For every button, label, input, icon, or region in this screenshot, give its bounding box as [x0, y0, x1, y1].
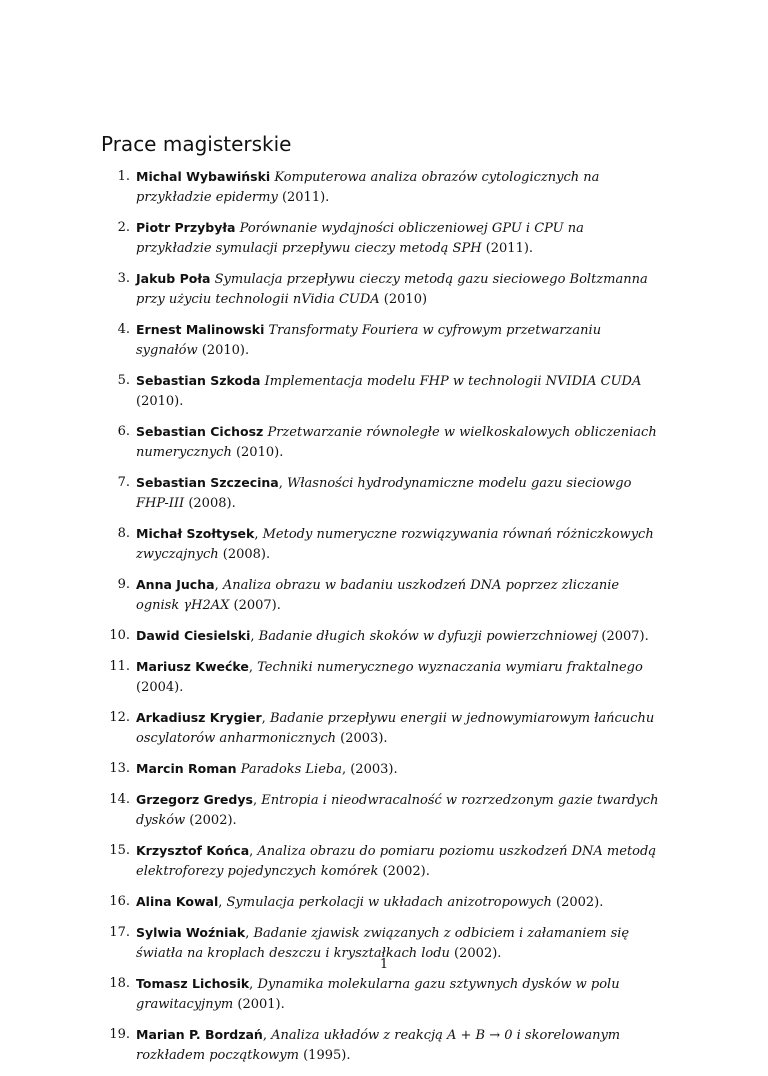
thesis-title: Implementacja modelu FHP w technologii NVIDIA CUDA: [264, 374, 642, 389]
separator: ,: [262, 1028, 272, 1043]
list-item: [101, 657, 661, 698]
item-number: 9.: [117, 577, 130, 592]
author-name: Marian P. Bordzań: [136, 1027, 263, 1042]
thesis-year: (2010).: [231, 445, 284, 460]
author-name: Sylwia Woźniak: [136, 925, 246, 940]
thesis-year: (2002).: [378, 864, 430, 879]
list-item: [101, 218, 661, 259]
author-name: Ernest Malinowski: [136, 322, 265, 337]
thesis-title: Przetwarzanie równoległe w wielkoskalowych obliczeniach numerycznych: [136, 425, 657, 460]
thesis-title: Badanie przepływu energii w jednowymiarowym łańcuchu oscylatorów anharmonicznych: [136, 711, 655, 746]
list-item: [101, 892, 661, 913]
separator: ,: [249, 977, 258, 992]
author-name: Tomasz Lichosik: [136, 976, 250, 991]
list-item: [101, 708, 661, 749]
thesis-year: (2007).: [597, 629, 649, 644]
thesis-year: (2011).: [277, 190, 330, 205]
list-item: [101, 841, 661, 882]
item-number: 4.: [117, 322, 130, 337]
author-name: Marcin Roman: [136, 761, 237, 776]
list-item: [101, 974, 661, 1015]
thesis-title: Symulacja przepływu cieczy metodą gazu sieciowego Boltzmanna przy użyciu technologii nVidia CUDA: [136, 272, 648, 307]
section-heading: Prace magisterskie: [101, 132, 292, 156]
page-number: 1: [379, 957, 389, 972]
author-name: Dawid Ciesielski: [136, 628, 251, 643]
author-name: Arkadiusz Krygier: [136, 710, 262, 725]
item-number: 11.: [109, 659, 130, 674]
item-number: 15.: [109, 843, 130, 858]
thesis-title: Badanie długich skoków w dyfuzji powierzchniowej: [258, 629, 598, 644]
author-name: Michal Wybawiński: [136, 169, 271, 184]
separator: ,: [254, 527, 263, 542]
thesis-title: Analiza obrazu do pomiaru poziomu uszkodzeń DNA metodą elektroforezy pojedynczych komórek: [136, 844, 657, 879]
item-number: 1.: [117, 169, 130, 184]
thesis-title: Entropia i nieodwracalność w rozrzedzonym gazie twardych dysków: [136, 793, 659, 828]
thesis-title: Analiza układów z reakcją A + B → 0 i skorelowanym rozkładem początkowym: [136, 1028, 621, 1063]
author-name: Sebastian Szczecina: [136, 475, 279, 490]
thesis-year: (2003).: [336, 731, 388, 746]
thesis-title: Analiza obrazu w badaniu uszkodzeń DNA poprzez zliczanie ognisk γH2AX: [136, 578, 620, 613]
item-number: 5.: [117, 373, 130, 388]
separator: ,: [214, 578, 223, 593]
thesis-title: Metody numeryczne rozwiązywania równań różniczkowych zwyczajnych: [136, 527, 654, 562]
item-number: 19.: [109, 1027, 130, 1042]
list-item: [101, 473, 661, 514]
thesis-title: Dynamika molekularna gazu sztywnych dysków w polu grawitacyjnym: [136, 977, 620, 1012]
author-name: Michał Szołtysek: [136, 526, 255, 541]
list-item: [101, 1025, 661, 1066]
separator: ,: [278, 476, 287, 491]
separator: ,: [249, 844, 258, 859]
author-name: Alina Kowal: [136, 894, 219, 909]
item-number: 6.: [117, 424, 130, 439]
thesis-year: (2008).: [184, 496, 236, 511]
list-item: [101, 790, 661, 831]
item-number: 16.: [109, 894, 130, 909]
thesis-year: (2007).: [229, 598, 281, 613]
list-item: [101, 626, 661, 647]
author-name: Anna Jucha: [136, 577, 215, 592]
author-name: Krzysztof Końca: [136, 843, 250, 858]
thesis-year: (2002).: [185, 813, 237, 828]
item-number: 18.: [109, 976, 130, 991]
item-number: 13.: [109, 761, 130, 776]
thesis-year: (2011).: [481, 241, 534, 256]
thesis-list: [101, 167, 661, 1076]
list-item: [101, 422, 661, 463]
item-number: 17.: [109, 925, 130, 940]
list-item: [101, 524, 661, 565]
author-name: Grzegorz Gredys: [136, 792, 253, 807]
thesis-title: Badanie zjawisk związanych z odbiciem i załamaniem się światła na kroplach deszczu i kryształkach lodu: [136, 926, 630, 961]
item-number: 3.: [117, 271, 130, 286]
author-name: Sebastian Cichosz: [136, 424, 264, 439]
item-number: 7.: [117, 475, 130, 490]
thesis-year: (2010).: [136, 394, 184, 409]
thesis-year: (2008).: [218, 547, 271, 562]
author-name: Jakub Poła: [136, 271, 211, 286]
separator: ,: [218, 895, 227, 910]
thesis-year: (2002).: [551, 895, 604, 910]
thesis-title: Komputerowa analiza obrazów cytologicznych na przykładzie epidermy: [136, 170, 600, 205]
thesis-title: Symulacja perkolacji w układach anizotropowych: [226, 895, 552, 910]
author-name: Piotr Przybyła: [136, 220, 236, 235]
author-name: Mariusz Kwećke: [136, 659, 249, 674]
separator: ,: [261, 711, 270, 726]
thesis-title: Paradoks Lieba: [240, 762, 342, 777]
list-item: [101, 759, 661, 780]
thesis-title: Własności hydrodynamiczne modelu gazu sieciowgo FHP-III: [136, 476, 632, 511]
thesis-title: Techniki numerycznego wyznaczania wymiaru fraktalnego: [257, 660, 643, 675]
list-item: [101, 371, 661, 412]
thesis-year: (2001).: [233, 997, 285, 1012]
item-number: 2.: [117, 220, 130, 235]
thesis-year: (1995).: [298, 1048, 351, 1063]
item-number: 12.: [109, 710, 130, 725]
author-name: Sebastian Szkoda: [136, 373, 261, 388]
thesis-year: (2002).: [449, 946, 502, 961]
list-item: [101, 575, 661, 616]
item-number: 8.: [117, 526, 130, 541]
separator: ,: [245, 926, 254, 941]
thesis-title: Transformaty Fouriera w cyfrowym przetwarzaniu sygnałów: [136, 323, 602, 358]
item-number: 14.: [109, 792, 130, 807]
thesis-year: (2010): [379, 292, 428, 307]
separator: ,: [248, 660, 258, 675]
separator: ,: [252, 793, 262, 808]
thesis-year: , (2003).: [341, 762, 398, 777]
thesis-year: (2010).: [197, 343, 250, 358]
list-item: [101, 320, 661, 361]
list-item: [101, 269, 661, 310]
separator: ,: [250, 629, 259, 644]
list-item: [101, 167, 661, 208]
item-number: 10.: [109, 628, 130, 643]
thesis-year: (2004).: [136, 680, 184, 695]
thesis-title: Porównanie wydajności obliczeniowej GPU i CPU na przykładzie symulacji przepływu cieczy metodą SPH: [136, 221, 584, 256]
